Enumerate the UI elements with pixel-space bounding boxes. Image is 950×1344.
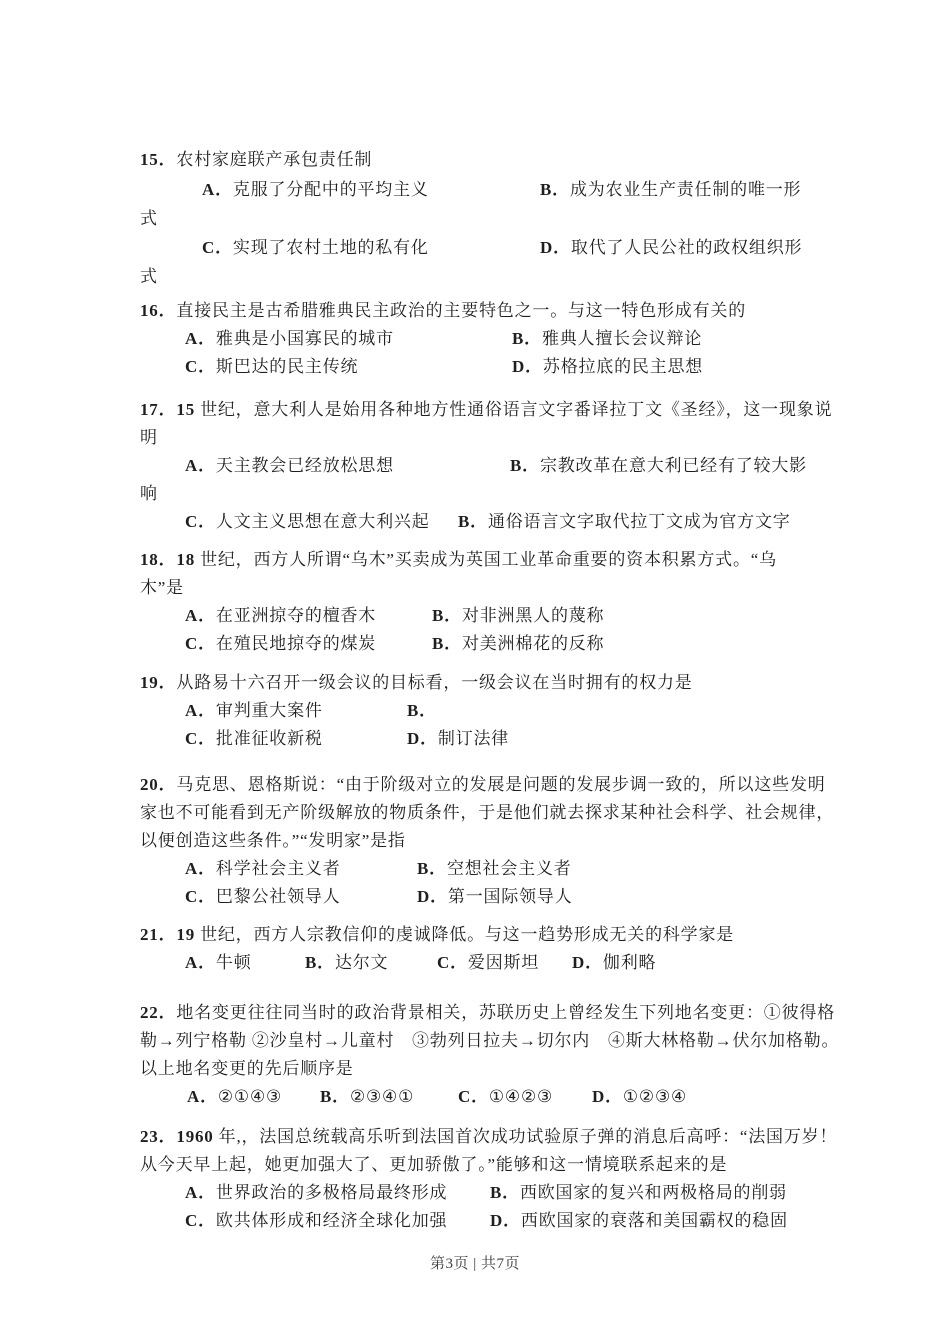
question-15-option-d-wrap: 式 <box>140 267 158 286</box>
question-21-option-a: A．牛顿 <box>185 953 252 972</box>
question-20-stem <box>140 770 826 795</box>
question-22-option-b: B．②③④① <box>320 1087 415 1106</box>
question-19-stem-line <box>0 668 950 696</box>
question-17-stem-wrap: 明 <box>140 428 158 447</box>
question-22-options <box>0 1082 950 1110</box>
question-20-option-d: D．第一国际领导人 <box>417 887 573 906</box>
question-17-option-d: B．通俗语言文字取代拉丁文成为官方文字 <box>458 512 791 531</box>
question-22-stem-line2: 勒→列宁格勒 ②沙皇村→儿童村 ③勃列日拉夫→切尔内 ④斯大林格勒→伏尔加格勒。 <box>140 1031 840 1050</box>
question-18-option-b: B．对非洲黑人的蔑称 <box>432 606 605 625</box>
question-17-stem-text: 世纪，意大利人是始用各种地方性通俗语言文字番译拉丁文《圣经》，这一现象说 <box>195 400 833 419</box>
question-17-options-ab <box>0 451 950 479</box>
question-19-number: 19． <box>140 673 177 692</box>
question-21-options <box>0 948 950 976</box>
question-16-number: 16． <box>140 301 177 320</box>
question-19-stem <box>140 668 693 693</box>
question-21-option-d: D．伽利略 <box>572 953 657 972</box>
question-17-option-a: A．天主教会已经放松思想 <box>185 456 394 475</box>
question-17-number: 17． <box>140 400 177 419</box>
question-20-number: 20． <box>140 775 177 794</box>
question-16-option-d: D．苏格拉底的民主思想 <box>512 357 704 376</box>
question-16-option-b: B．雅典人擅长会议辩论 <box>512 329 703 348</box>
question-20-stem-line2: 家也不可能看到无产阶级解放的物质条件，于是他们就去探求某种社会科学、社会规律， <box>140 803 835 822</box>
question-18-option-c: C．在殖民地掠夺的煤炭 <box>185 634 377 653</box>
question-17-stem: 17．15 世纪，意大利人是始用各种地方性通俗语言文字番译拉丁文《圣经》，这一现象说 <box>140 400 833 419</box>
question-15-number: 15． <box>140 150 177 169</box>
question-15-option-b-wrap: 式 <box>140 209 158 228</box>
question-16-stem <box>140 296 746 321</box>
question-23-option-d: D．西欧国家的衰落和美国霸权的稳固 <box>490 1211 788 1230</box>
question-18-option-a: A．在亚洲掠夺的檀香木 <box>185 606 377 625</box>
question-17-stem-line <box>0 395 950 423</box>
question-15-stem <box>140 145 372 170</box>
question-18-stem-line <box>0 545 950 573</box>
question-18-options-cd <box>0 629 950 657</box>
question-22-option-c: C．①④②③ <box>458 1087 554 1106</box>
question-19-option-b: B． <box>407 701 437 720</box>
question-19-options-ab <box>0 696 950 724</box>
question-23-stem: 23．1960 年,，法国总统载高乐听到法国首次成功试验原子弹的消息后高呼：“法国万岁！ <box>140 1127 838 1146</box>
question-23-option-c: C．欧共体形成和经济全球化加强 <box>185 1211 448 1230</box>
question-18-stem-text: 世纪，西方人所谓“乌木”买卖成为英国工业革命重要的资本积累方式。“乌 <box>195 550 777 569</box>
question-21-number: 21． <box>140 925 177 944</box>
question-16-options-cd <box>0 352 950 380</box>
question-20-options-cd <box>0 882 950 910</box>
question-15-stem-line <box>0 145 950 173</box>
question-22-option-d: D．①②③④ <box>592 1087 688 1106</box>
question-20-option-c: C．巴黎公社领导人 <box>185 887 341 906</box>
question-17-options-cd <box>0 507 950 535</box>
question-20-option-b: B．空想社会主义者 <box>417 859 572 878</box>
question-15-option-c: C．实现了农村土地的私有化 <box>202 238 429 257</box>
question-19-options-cd <box>0 724 950 752</box>
question-23-number: 23． <box>140 1127 177 1146</box>
question-16-stem-line <box>0 296 950 324</box>
question-18-stem: 18．18 世纪，西方人所谓“乌木”买卖成为英国工业革命重要的资本积累方式。“乌 <box>140 550 777 569</box>
question-21-stem-line <box>0 920 950 948</box>
question-16-option-a: A．雅典是小国寡民的城市 <box>185 329 394 348</box>
question-23-stem-line1 <box>0 1122 950 1150</box>
question-22-stem-line3: 以上地名变更的先后顺序是 <box>140 1059 354 1078</box>
question-20-options-ab <box>0 854 950 882</box>
question-22-number: 22． <box>140 1003 177 1022</box>
question-16-option-c: C．斯巴达的民主传统 <box>185 357 359 376</box>
question-20-stem-line3: 以便创造这些条件。”“发明家”是指 <box>140 831 406 850</box>
question-20-option-a: A．科学社会主义者 <box>185 859 341 878</box>
question-19-option-d: D．制订法律 <box>407 729 510 748</box>
question-21-option-b: B．达尔文 <box>305 953 389 972</box>
question-23-option-b: B．西欧国家的复兴和两极格局的削弱 <box>490 1183 787 1202</box>
question-18-options-ab <box>0 601 950 629</box>
question-15-option-d: D．取代了人民公社的政权组织形 <box>540 238 803 257</box>
question-21-option-c: C．爱因斯坦 <box>437 953 540 972</box>
question-23-option-a: A．世界政治的多极格局最终形成 <box>185 1183 448 1202</box>
question-21-stem: 21．19 世纪，西方人宗教信仰的虔诚降低。与这一趋势形成无关的科学家是 <box>140 925 735 944</box>
question-23-options-cd <box>0 1206 950 1234</box>
question-20-stem-text: 马克思、恩格斯说：“由于阶级对立的发展是问题的发展步调一致的，所以这些发明 <box>176 775 826 794</box>
question-17-option-b-wrap: 响 <box>140 484 158 503</box>
question-19-option-c: C．批准征收新税 <box>185 729 323 748</box>
question-23-stem-line2: 从今天早上起，她更加强大了、更加骄傲了。”能够和这一情境联系起来的是 <box>140 1155 728 1174</box>
question-17-option-c: C．人文主义思想在意大利兴起 <box>185 512 430 531</box>
question-23-stem-text: 年,，法国总统载高乐听到法国首次成功试验原子弹的消息后高呼：“法国万岁！ <box>213 1127 838 1146</box>
question-19-option-a: A．审判重大案件 <box>185 701 323 720</box>
page-footer: 第3页 | 共7页 <box>429 1256 520 1272</box>
question-18-number: 18． <box>140 550 177 569</box>
question-23-options-ab <box>0 1178 950 1206</box>
question-16-options-ab <box>0 324 950 352</box>
question-15-options-cd <box>0 233 950 261</box>
question-22-option-a: A．②①④③ <box>187 1087 283 1106</box>
question-19-stem-text: 从路易十六召开一级会议的目标看，一级会议在当时拥有的权力是 <box>176 673 693 692</box>
question-20-stem-line1 <box>0 770 950 798</box>
question-18-stem-wrap: 木”是 <box>140 578 184 597</box>
question-17-option-b: B．宗教改革在意大利已经有了较大影 <box>510 456 807 475</box>
question-15-stem-text: 农村家庭联产承包责任制 <box>176 150 373 169</box>
question-22-stem-line1 <box>0 998 950 1026</box>
question-18-option-d: B．对美洲棉花的反称 <box>432 634 605 653</box>
question-15-option-a: A．克服了分配中的平均主义 <box>202 180 429 199</box>
question-22-stem-text: 地名变更往往同当时的政治背景相关，苏联历史上曾经发生下列地名变更：①彼得格 <box>176 1003 836 1022</box>
question-22-stem <box>140 998 835 1023</box>
question-16-stem-text: 直接民主是古希腊雅典民主政治的主要特色之一。与这一特色形成有关的 <box>176 301 747 320</box>
question-15-option-b: B．成为农业生产责任制的唯一形 <box>540 180 802 199</box>
question-21-stem-text: 世纪，西方人宗教信仰的虔诚降低。与这一趋势形成无关的科学家是 <box>195 925 735 944</box>
question-15-options-ab <box>0 175 950 203</box>
